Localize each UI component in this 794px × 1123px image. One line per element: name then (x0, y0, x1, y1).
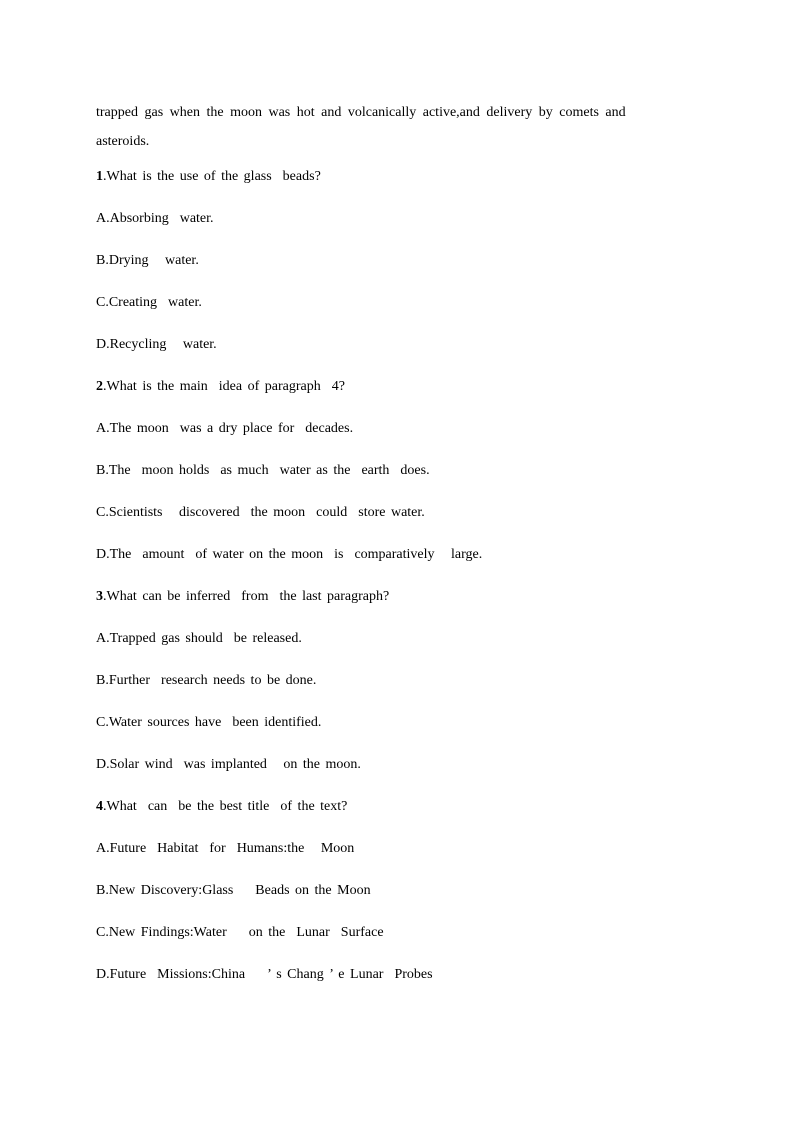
question-text: .What is the main idea of paragraph 4? (103, 379, 345, 394)
question-1-stem (96, 169, 676, 185)
document-page (96, 98, 676, 1009)
question-3-option-c: C.Water sources have been identified. (96, 715, 322, 730)
question-2-option-c: C.Scientists discovered the moon could store water. (96, 505, 425, 520)
question-3-option-a: A.Trapped gas should be released. (96, 631, 302, 646)
passage-continuation: trapped gas when the moon was hot and volcanically active,and delivery by comets and asteroids. (96, 105, 626, 149)
question-2-option-b: B.The moon holds as much water as the earth does. (96, 463, 430, 478)
question-2-option-a: A.The moon was a dry place for decades. (96, 421, 354, 436)
question-number: 3 (96, 589, 103, 604)
question-4-option-c: C.New Findings:Water on the Lunar Surface (96, 925, 384, 940)
question-1-option-b: B.Drying water. (96, 253, 199, 268)
question-4-option-a: A.Future Habitat for Humans:the Moon (96, 841, 355, 856)
question-4-option-d: D.Future Missions:China ’ s Chang ’ e Lunar Probes (96, 967, 433, 982)
question-4-stem (96, 799, 676, 815)
question-text: .What can be inferred from the last paragraph? (103, 589, 390, 604)
question-text: .What can be the best title of the text? (103, 799, 348, 814)
question-number: 4 (96, 799, 103, 814)
question-1-option-a: A.Absorbing water. (96, 211, 214, 226)
question-1-option-d: D.Recycling water. (96, 337, 217, 352)
question-3-option-d: D.Solar wind was implanted on the moon. (96, 757, 361, 772)
question-2-stem (96, 379, 676, 395)
question-text: .What is the use of the glass beads? (103, 169, 321, 184)
question-3-stem (96, 589, 676, 605)
question-3-option-b: B.Further research needs to be done. (96, 673, 317, 688)
question-2-option-d: D.The amount of water on the moon is comparatively large. (96, 547, 483, 562)
question-number: 2 (96, 379, 103, 394)
question-4-option-b: B.New Discovery:Glass Beads on the Moon (96, 883, 371, 898)
question-1-option-c: C.Creating water. (96, 295, 202, 310)
question-number: 1 (96, 169, 103, 184)
